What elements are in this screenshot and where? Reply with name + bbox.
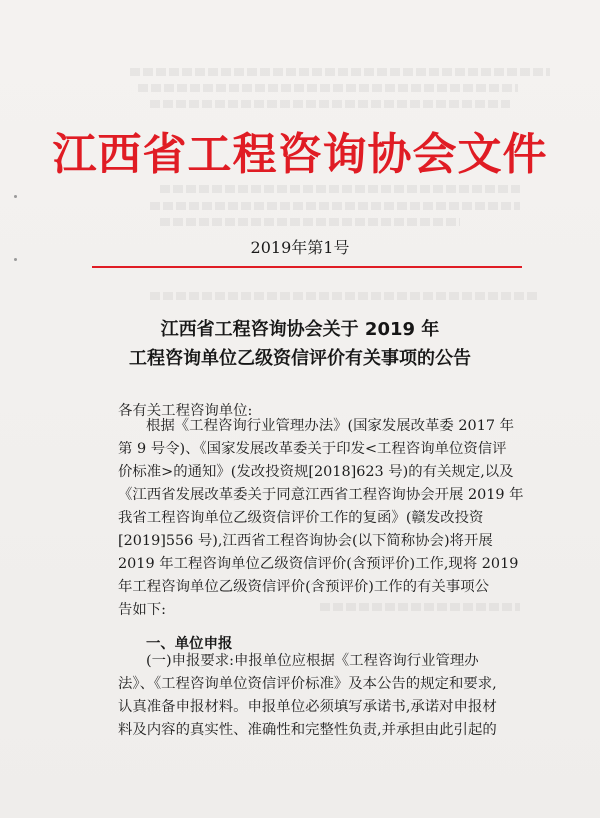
bleed-through-text [150,292,540,300]
bleed-through-text [150,202,520,210]
body-line: [2019]556 号),江西省工程咨询协会(以下简称协会)将开展 [118,533,493,549]
salutation: 各有关工程咨询单位: [118,403,253,419]
body-line: 2019 年工程咨询单位乙级资信评价(含预评价)工作,现将 2019 [118,556,519,572]
bleed-through-text [138,84,518,92]
body-line: 《江西省发展改革委关于同意江西省工程咨询协会开展 2019 年 [118,487,524,503]
section-line: 认真准备申报材料。申报单位必须填写承诺书,承诺对申报材 [118,699,497,715]
bleed-through-text [130,68,550,76]
red-divider-line [92,266,522,268]
punch-hole-mark [14,195,17,198]
body-paragraph [118,415,536,622]
notice-title-line-2: 工程咨询单位乙级资信评价有关事项的公告 [129,348,471,369]
section-heading: 一、单位申报 [146,636,233,652]
section-line: 料及内容的真实性、准确性和完整性负责,并承担由此引起的 [118,722,497,738]
punch-hole-mark [14,258,17,261]
section-line: 法》、《工程咨询单位资信评价标准》及本公告的规定和要求, [118,676,497,692]
body-line: 年工程咨询单位乙级资信评价(含预评价)工作的有关事项公 [118,579,489,595]
section-line: (一)申报要求:申报单位应根据《工程咨询行业管理办 [146,653,479,669]
body-line: 第 9 号令)、《国家发展改革委关于印发<工程咨询单位资信评 [118,441,507,457]
document-number: 2019年第1号 [250,238,350,257]
body-line: 我省工程咨询单位乙级资信评价工作的复函》(赣发改投资 [118,510,484,526]
body-line: 价标准>的通知》(发改投资规[2018]623 号)的有关规定,以及 [118,464,514,480]
bleed-through-text [160,185,520,193]
body-line: 根据《工程咨询行业管理办法》(国家发展改革委 2017 年 [146,418,514,434]
letterhead: 江西省工程咨询协会文件 [52,129,548,180]
bleed-through-text [160,218,460,226]
body-line: 告如下: [118,602,167,618]
section-paragraph [118,650,536,742]
notice-title-line-1: 江西省工程咨询协会关于 2019 年 [160,319,440,340]
bleed-through-text [150,100,510,108]
